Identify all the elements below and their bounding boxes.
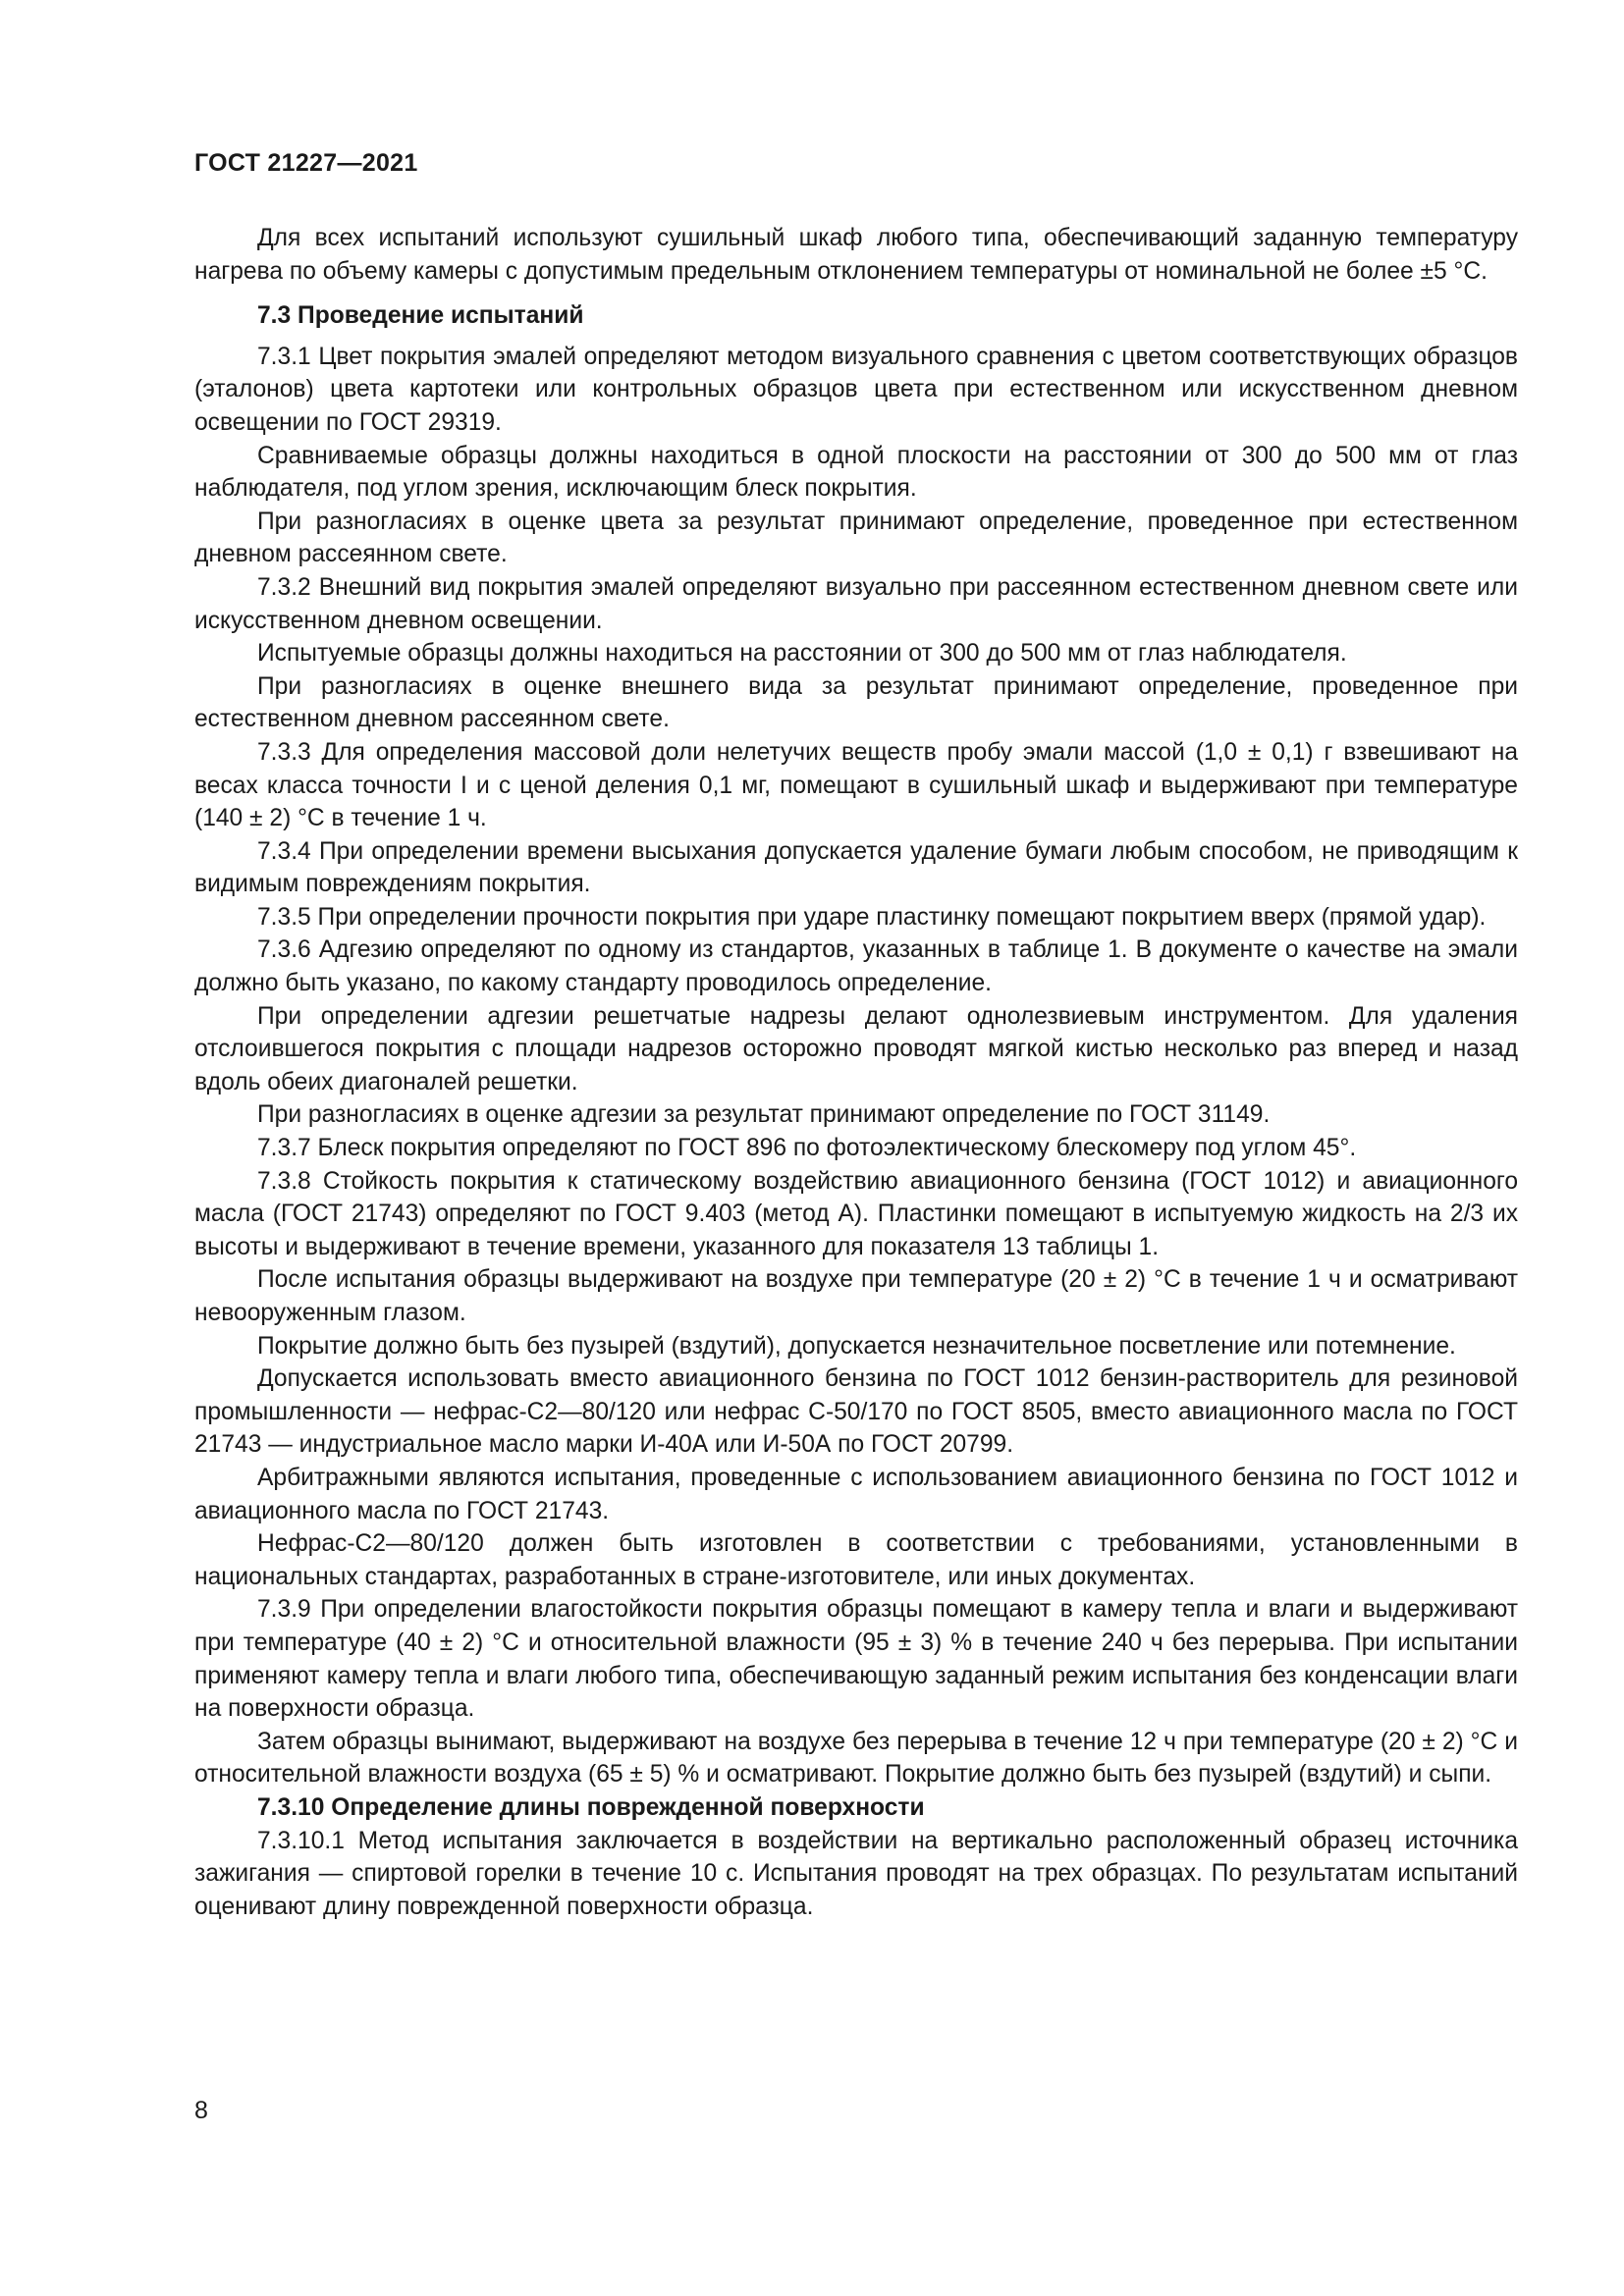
- paragraph-7-3-8: 7.3.8 Стойкость покрытия к статическому воздействию авиационного бензина (ГОСТ 1012) и авиационного масла (ГОСТ 21743) определяют по ГОСТ 9.403 (метод А). Пластинки помещают в испытуемую жидкость на 2/3 их высоты и выдерживают в течение времени, указанного для показателя 13 таблицы 1.: [194, 1167, 1518, 1260]
- paragraph-7-3-3: 7.3.3 Для определения массовой доли нелетучих веществ пробу эмали массой (1,0 ± 0,1) г взвешивают на весах класса точности I и с ценой деления 0,1 мг, помещают в сушильный шкаф и выдерживают при температуре (140 ± 2) °С в течение 1 ч.: [194, 738, 1518, 832]
- paragraph-7-3-6: 7.3.6 Адгезию определяют по одному из стандартов, указанных в таблице 1. В документе о качестве на эмали должно быть указано, по какому стандарту проводилось определение.: [194, 936, 1518, 997]
- paragraph-7-3-7: 7.3.7 Блеск покрытия определяют по ГОСТ 896 по фотоэлектическому блескомеру под углом 45°.: [257, 1135, 1357, 1162]
- intro-paragraph: Для всех испытаний используют сушильный шкаф любого типа, обеспечивающий заданную температуру нагрева по объему камеры с допустимым предельным отклонением температуры от номинальной не более ±5 °С.: [194, 225, 1518, 285]
- paragraph-7-3-4: 7.3.4 При определении времени высыхания допускается удаление бумаги любым способом, не приводящим к видимым повреждениям покрытия.: [194, 837, 1518, 898]
- paragraph: После испытания образцы выдерживают на воздухе при температуре (20 ± 2) °С в течение 1 ч и осматривают невооруженным глазом.: [194, 1266, 1518, 1326]
- paragraph: Нефрас-С2—80/120 должен быть изготовлен в соответствии с требованиями, установленными в национальных стандартах, разработанных в стране-изготовителе, или иных документах.: [194, 1530, 1518, 1590]
- paragraph: При разногласиях в оценке адгезии за результат принимают определение по ГОСТ 31149.: [257, 1101, 1271, 1129]
- paragraph: Покрытие должно быть без пузырей (вздутий), допускается незначительное посветление или потемнение.: [257, 1332, 1456, 1360]
- paragraph: Испытуемые образцы должны находиться на расстоянии от 300 до 500 мм от глаз наблюдателя.: [257, 640, 1347, 667]
- page-content: [194, 222, 1518, 1923]
- paragraph: При разногласиях в оценке внешнего вида за результат принимают определение, проведенное при естественном дневном рассеянном свете.: [194, 672, 1518, 733]
- paragraph: Сравниваемые образцы должны находиться в одной плоскости на расстоянии от 300 до 500 мм от глаз наблюдателя, под углом зрения, исключающим блеск покрытия.: [194, 442, 1518, 503]
- page-number: 8: [194, 2097, 208, 2124]
- paragraph-7-3-9: 7.3.9 При определении влагостойкости покрытия образцы помещают в камеру тепла и влаги и выдерживают при температуре (40 ± 2) °С и относительной влажности (95 ± 3) % в течение 240 ч без перерыва. При испытании применяют камеру тепла и влаги любого типа, обеспечивающую заданный режим испытания без конденсации влаги на поверхности образца.: [194, 1596, 1518, 1723]
- paragraph: Затем образцы вынимают, выдерживают на воздухе без перерыва в течение 12 ч при температуре (20 ± 2) °С и относительной влажности воздуха (65 ± 5) % и осматривают. Покрытие должно быть без пузырей (вздутий) и сыпи.: [194, 1728, 1518, 1789]
- paragraph: При разногласиях в оценке цвета за результат принимают определение, проведенное при естественном дневном рассеянном свете.: [194, 507, 1518, 568]
- standard-code-header: ГОСТ 21227—2021: [194, 149, 418, 177]
- paragraph-7-3-1: 7.3.1 Цвет покрытия эмалей определяют методом визуального сравнения с цветом соответствующих образцов (эталонов) цвета картотеки или контрольных образцов цвета при естественном или искусственном дневном освещении по ГОСТ 29319.: [194, 343, 1518, 436]
- subsection-heading: 7.3.10 Определение длины поврежденной поверхности: [257, 1793, 925, 1821]
- paragraph: Арбитражными являются испытания, проведенные с использованием авиационного бензина по ГОСТ 1012 и авиационного масла по ГОСТ 21743.: [194, 1464, 1518, 1524]
- paragraph-7-3-10-1: 7.3.10.1 Метод испытания заключается в воздействии на вертикально расположенный образец источника зажигания — спиртовой горелки в течение 10 с. Испытания проводят на трех образцах. По результатам испытаний оценивают длину поврежденной поверхности образца.: [194, 1827, 1518, 1920]
- section-heading: 7.3 Проведение испытаний: [257, 302, 584, 330]
- paragraph: При определении адгезии решетчатые надрезы делают однолезвиевым инструментом. Для удаления отслоившегося покрытия с площади надрезов осторожно проводят мягкой кистью несколько раз вперед и назад вдоль обеих диагоналей решетки.: [194, 1002, 1518, 1095]
- paragraph-7-3-2: 7.3.2 Внешний вид покрытия эмалей определяют визуально при рассеянном естественном дневном свете или искусственном дневном освещении.: [194, 573, 1518, 634]
- paragraph-7-3-5: 7.3.5 При определении прочности покрытия при ударе пластинку помещают покрытием вверх (прямой удар).: [257, 903, 1487, 931]
- paragraph: Допускается использовать вместо авиационного бензина по ГОСТ 1012 бензин-растворитель для резиновой промышленности — нефрас-С2—80/120 или нефрас С-50/170 по ГОСТ 8505, вместо авиационного масла по ГОСТ 21743 — индустриальное масло марки И-40А или И-50А по ГОСТ 20799.: [194, 1365, 1518, 1459]
